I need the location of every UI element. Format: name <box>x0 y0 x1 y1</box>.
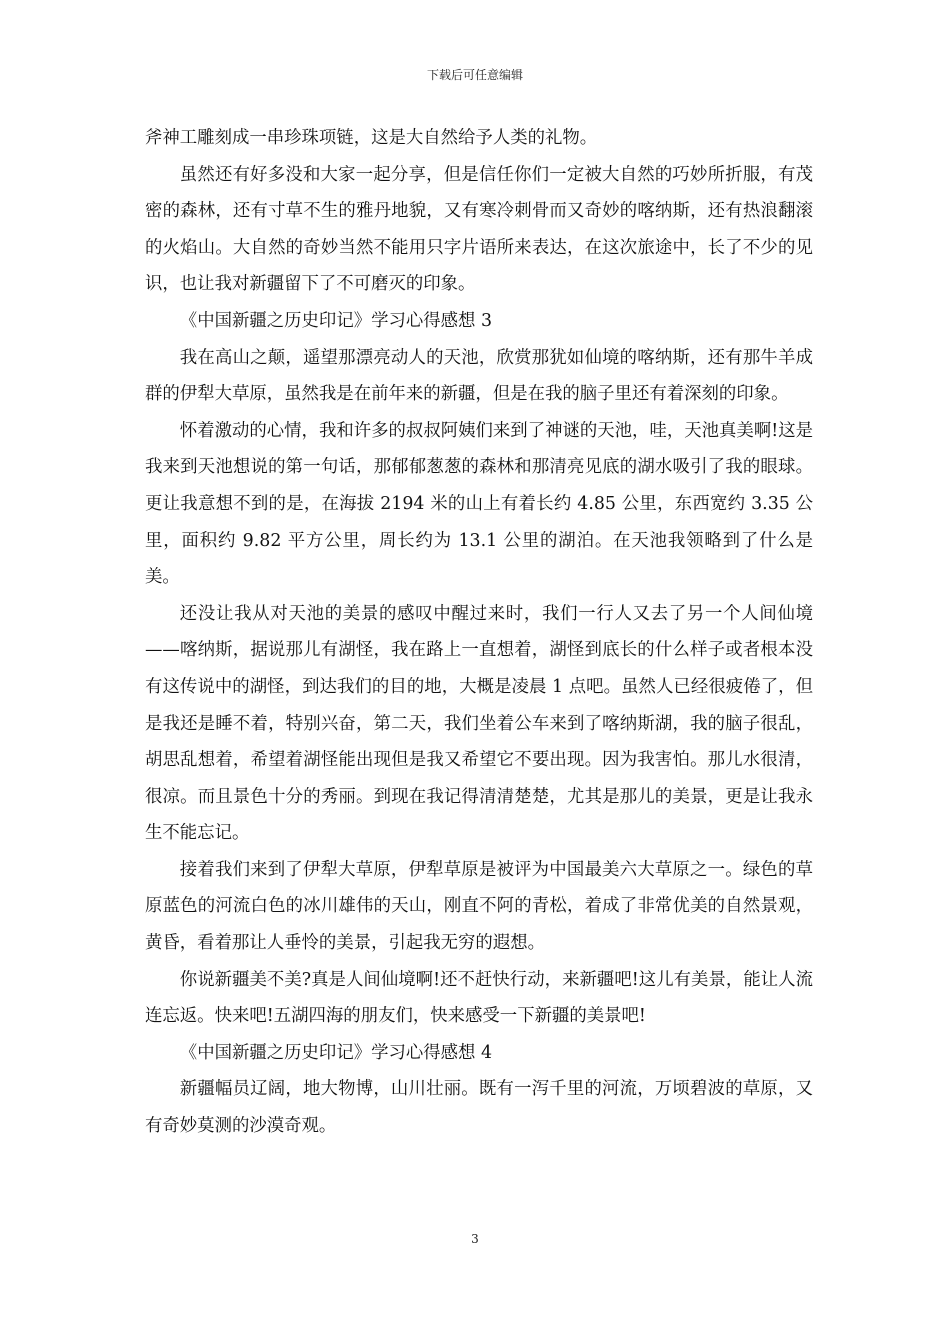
page-number: 3 <box>471 1232 479 1246</box>
document-body <box>145 120 813 1145</box>
paragraph: 我在高山之颠，遥望那漂亮动人的天池，欣赏那犹如仙境的喀纳斯，还有那牛羊成群的伊犁大草原，虽然我是在前年来的新疆，但是在我的脑子里还有着深刻的印象。 <box>145 347 813 405</box>
paragraph-continuation: 斧神工雕刻成一串珍珠项链，这是大自然给予人类的礼物。 <box>145 128 598 148</box>
paragraph: 你说新疆美不美?真是人间仙境啊!还不赶快行动，来新疆吧!这儿有美景，能让人流连忘返。快来吧!五湖四海的朋友们，快来感受一下新疆的美景吧! <box>145 969 813 1027</box>
paragraph: 怀着激动的心情，我和许多的叔叔阿姨们来到了神谜的天池，哇，天池真美啊!这是我来到天池想说的第一句话，那郁郁葱葱的森林和那清亮见底的湖水吸引了我的眼球。更让我意想不到的是，在海拔 2194 米的山上有着长约 4.85 公里，东西宽约 3.35 公里，面积约 9.82 平方公里，周长约为 13.1 公里的湖泊。在天池我领略到了什么是美。 <box>145 420 813 588</box>
page-header: 下载后可任意编辑 <box>426 68 523 82</box>
paragraph: 还没让我从对天池的美景的感叹中醒过来时，我们一行人又去了另一个人间仙境——喀纳斯，据说那儿有湖怪，我在路上一直想着，湖怪到底长的什么样子或者根本没有这传说中的湖怪，到达我们的目的地，大概是凌晨 1 点吧。虽然人已经很疲倦了，但是我还是睡不着，特别兴奋，第二天，我们坐着公车来到了喀纳斯湖，我的脑子很乱，胡思乱想着，希望着湖怪能出现但是我又希望它不要出现。因为我害怕。那儿水很清，很凉。而且景色十分的秀丽。到现在我记得清清楚楚，尤其是那儿的美景，更是让我永生不能忘记。 <box>145 603 813 844</box>
section-heading: 《中国新疆之历史印记》学习心得感想 3 <box>179 310 493 331</box>
paragraph: 虽然还有好多没和大家一起分享，但是信任你们一定被大自然的巧妙所折服，有茂密的森林，还有寸草不生的雅丹地貌，又有寒冷刺骨而又奇妙的喀纳斯，还有热浪翻滚的火焰山。大自然的奇妙当然不能用只字片语所来表达，在这次旅途中，长了不少的见识，也让我对新疆留下了不可磨灭的印象。 <box>145 164 813 295</box>
paragraph: 接着我们来到了伊犁大草原，伊犁草原是被评为中国最美六大草原之一。绿色的草原蓝色的河流白色的冰川雄伟的天山，刚直不阿的青松，着成了非常优美的自然景观，黄昏，看着那让人垂怜的美景，引起我无穷的遐想。 <box>145 859 813 954</box>
paragraph: 新疆幅员辽阔，地大物博，山川壮丽。既有一泻千里的河流，万顷碧波的草原，又有奇妙莫测的沙漠奇观。 <box>145 1079 813 1137</box>
section-heading: 《中国新疆之历史印记》学习心得感想 4 <box>179 1042 493 1063</box>
